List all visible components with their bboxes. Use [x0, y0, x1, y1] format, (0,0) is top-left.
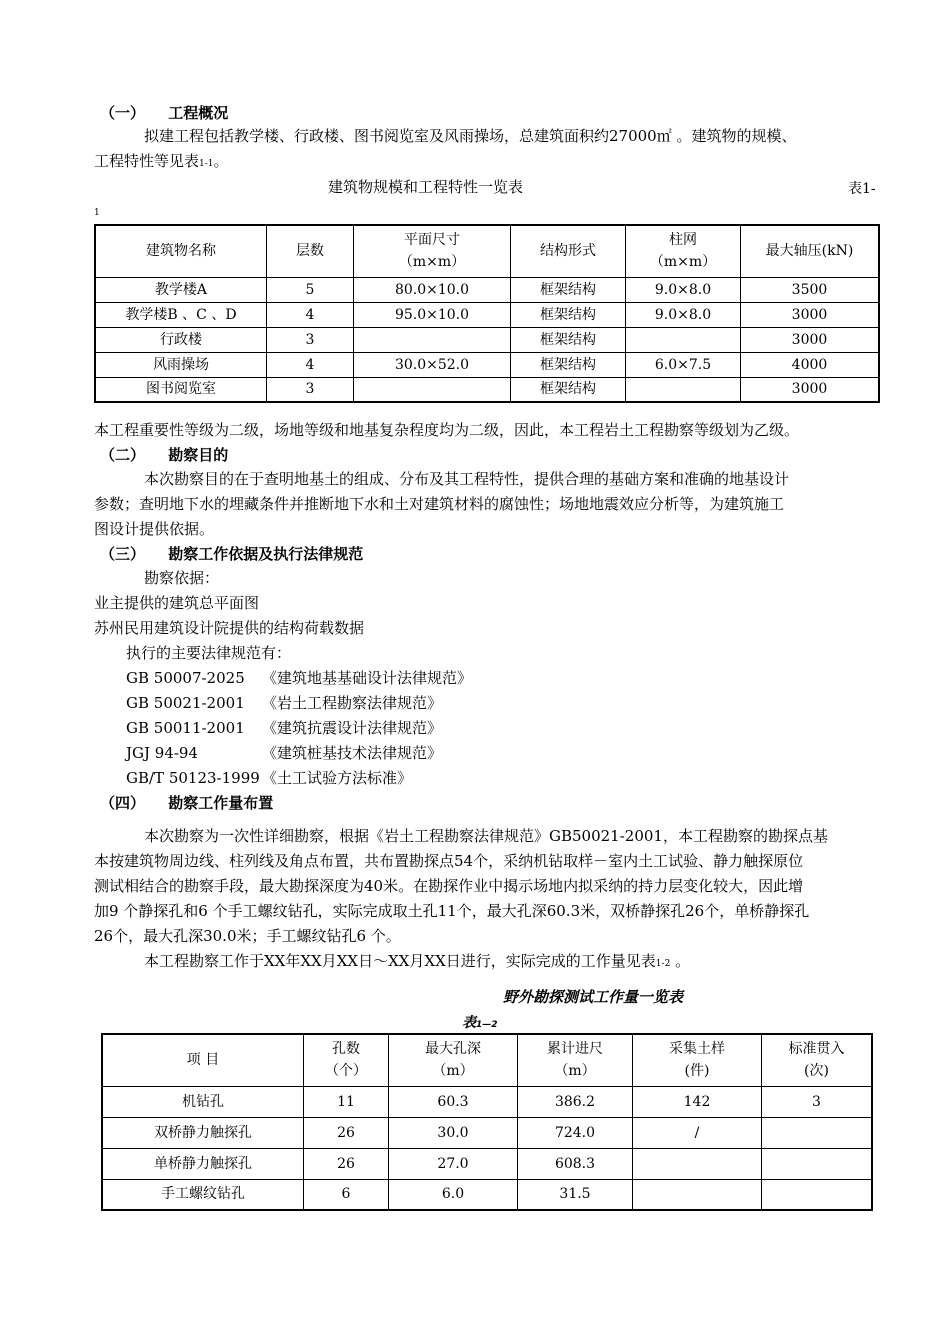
table-2-label: [462, 1012, 498, 1032]
norm-name: 《岩土工程勘察法律规范》: [262, 694, 443, 712]
table-header-row: [95, 225, 879, 277]
header-cell: [354, 225, 511, 277]
table-1-label-cont: 1: [94, 208, 100, 218]
table-row: [95, 302, 879, 327]
paragraph-line: 本次勘察目的在于查明地基土的组成、分布及其工程特性，提供合理的基础方案和准确的地基设计: [144, 470, 790, 488]
cell: 4: [267, 352, 354, 377]
table-row: [102, 1179, 872, 1210]
basis-label: 勘察依据：: [144, 569, 220, 587]
paragraph-line: 本按建筑物周边线、柱列线及角点布置，共布置勘探点54个，采纳机钻取样－室内土工试验、静力触探原位: [94, 852, 804, 870]
section-title: 勘察工作量布置: [168, 794, 274, 812]
paragraph-line: 26个，最大孔深30.0米；手工螺纹钻孔6 个。: [94, 927, 401, 945]
cell: 3500: [741, 277, 880, 302]
header-cell: 最大轴压(kN): [741, 225, 880, 277]
cell: 4: [267, 302, 354, 327]
cell: 3: [267, 327, 354, 352]
cell: 3000: [741, 327, 880, 352]
cell: 6: [304, 1179, 389, 1210]
cell: 教学楼A: [95, 277, 267, 302]
paragraph-line: 拟建工程包括教学楼、行政楼、图书阅览室及风雨操场，总建筑面积约27000㎡ 。建筑物的规模、: [144, 127, 797, 145]
paragraph-line: 参数；查明地下水的埋藏条件并推断地下水和土对建筑材料的腐蚀性；场地地震效应分析等，为建筑施工: [94, 495, 785, 513]
norms-label: 执行的主要法律规范有：: [126, 644, 292, 662]
norm-code: JGJ 94-94: [126, 744, 199, 762]
cell: 框架结构: [511, 302, 626, 327]
cell: 行政楼: [95, 327, 267, 352]
cell: 3: [762, 1086, 873, 1117]
section-number: （一）: [100, 104, 146, 122]
cell: 3000: [741, 302, 880, 327]
table-1-title: 建筑物规模和工程特性一览表: [328, 178, 524, 196]
cell: 机钻孔: [102, 1086, 304, 1117]
header-line: 标准贯入: [788, 1041, 845, 1058]
cell: 双桥静力触探孔: [102, 1117, 304, 1148]
cell: 框架结构: [511, 327, 626, 352]
header-cell: [762, 1034, 873, 1086]
cell: 3: [267, 377, 354, 402]
cell: 30.0: [389, 1117, 518, 1148]
cell: 27.0: [389, 1148, 518, 1179]
cell: 26: [304, 1117, 389, 1148]
header-cell: 层数: [267, 225, 354, 277]
cell: 9.0×8.0: [626, 277, 741, 302]
table-header-row: [102, 1034, 872, 1086]
cell: 386.2: [518, 1086, 633, 1117]
cell: [633, 1148, 762, 1179]
building-table: [94, 224, 880, 403]
cell: /: [633, 1117, 762, 1148]
table-row: [102, 1117, 872, 1148]
header-cell: 建筑物名称: [95, 225, 267, 277]
paragraph-line: [94, 149, 229, 177]
cell: 框架结构: [511, 352, 626, 377]
table-row: [95, 377, 879, 402]
cell: [762, 1117, 873, 1148]
norm-code: GB 50011-2001: [126, 719, 245, 737]
paragraph-text: 工程特性等见表: [94, 152, 200, 170]
cell: 60.3: [389, 1086, 518, 1117]
cell: 608.3: [518, 1148, 633, 1179]
cell: 11: [304, 1086, 389, 1117]
header-line: 累计进尺: [547, 1041, 603, 1058]
paragraph-line: 图设计提供依据。: [94, 520, 215, 538]
paragraph-text: 。: [670, 952, 691, 970]
table-label-text: 表: [462, 1015, 476, 1031]
norm-code: GB/T 50123-1999: [126, 769, 260, 787]
table-row: [102, 1148, 872, 1179]
cell: 95.0×10.0: [354, 302, 511, 327]
section-4-heading: [100, 792, 273, 813]
header-cell: 项 目: [102, 1034, 304, 1086]
cell: [633, 1179, 762, 1210]
cell: 6.0: [389, 1179, 518, 1210]
paragraph-text: 本工程勘察工作于XX年XX月XX日～XX月XX日进行，实际完成的工作量见表: [144, 952, 656, 970]
table-row: [95, 327, 879, 352]
cell: 80.0×10.0: [354, 277, 511, 302]
section-number: （二）: [100, 446, 146, 464]
cell: 3000: [741, 377, 880, 402]
header-line: 最大孔深: [425, 1041, 481, 1058]
cell: [762, 1148, 873, 1179]
cell: 4000: [741, 352, 880, 377]
paragraph-line: 本次勘察为一次性详细勘察，根据《岩土工程勘察法律规范》GB50021-2001，本工程勘察的勘探点基: [144, 827, 828, 845]
paragraph-line: 加9 个静探孔和6 个手工螺纹钻孔，实际完成取土孔11个，最大孔深60.3米，双桥静探孔26个，单桥静探孔: [94, 902, 810, 920]
section-title: 勘察工作依据及执行法律规范: [168, 545, 364, 563]
header-line: （m×m）: [649, 254, 717, 271]
cell: 30.0×52.0: [354, 352, 511, 377]
table-2-title: 野外勘探测试工作量一览表: [503, 988, 684, 1006]
cell: [762, 1179, 873, 1210]
cell: 31.5: [518, 1179, 633, 1210]
cell: [626, 377, 741, 402]
cell: 手工螺纹钻孔: [102, 1179, 304, 1210]
norm-name: 《建筑地基基础设计法律规范》: [262, 669, 473, 687]
header-cell: [304, 1034, 389, 1086]
table-row: [102, 1086, 872, 1117]
section-3-heading: [100, 543, 363, 564]
section-number: （四）: [100, 794, 146, 812]
paragraph-line: 测试相结合的勘察手段，最大勘探深度为40米。在勘探作业中揭示场地内拟采纳的持力层变化较大，因此增: [94, 877, 804, 895]
section-title: 工程概况: [168, 104, 229, 122]
cell: 框架结构: [511, 277, 626, 302]
header-line: 柱网: [669, 232, 697, 249]
header-line: （个）: [325, 1063, 367, 1080]
section-2-heading: [100, 444, 228, 465]
cell: 6.0×7.5: [626, 352, 741, 377]
cell: 单桥静力触探孔: [102, 1148, 304, 1179]
table-ref: 1-2: [655, 959, 671, 969]
paragraph-text: 。: [213, 152, 229, 170]
paragraph-line: [144, 949, 690, 977]
section-number: （三）: [100, 545, 146, 563]
cell: 框架结构: [511, 377, 626, 402]
header-cell: [389, 1034, 518, 1086]
table-label-sub: 1—2: [476, 1020, 498, 1030]
norm-code: GB 50007-2025: [126, 669, 245, 687]
norm-name: 《建筑抗震设计法律规范》: [262, 719, 443, 737]
header-line: (件): [684, 1063, 710, 1080]
header-line: (次): [804, 1063, 829, 1080]
table-row: [95, 277, 879, 302]
header-cell: [518, 1034, 633, 1086]
importance-text: 本工程重要性等级为二级，场地等级和地基复杂程度均为二级，因此，本工程岩土工程勘察等级划为乙级。: [94, 421, 800, 439]
header-cell: [633, 1034, 762, 1086]
cell: 142: [633, 1086, 762, 1117]
norm-name: 《建筑桩基技术法律规范》: [262, 744, 443, 762]
header-line: （m）: [432, 1063, 474, 1080]
basis-item: 业主提供的建筑总平面图: [94, 594, 260, 612]
basis-item: 苏州民用建筑设计院提供的结构荷载数据: [94, 619, 365, 637]
section-1-heading: [100, 102, 228, 123]
cell: 724.0: [518, 1117, 633, 1148]
norm-code: GB 50021-2001: [126, 694, 245, 712]
cell: 图书阅览室: [95, 377, 267, 402]
cell: 风雨操场: [95, 352, 267, 377]
header-cell: [626, 225, 741, 277]
cell: 教学楼B 、C 、D: [95, 302, 267, 327]
table-1-label: 表1-: [848, 181, 876, 197]
workload-table: [101, 1033, 873, 1211]
norm-name: 《土工试验方法标准》: [262, 769, 413, 787]
section-title: 勘察目的: [168, 446, 229, 464]
table-row: [95, 352, 879, 377]
cell: [626, 327, 741, 352]
header-cell: 结构形式: [511, 225, 626, 277]
header-line: 孔数: [332, 1041, 360, 1058]
header-line: （m×m）: [398, 254, 466, 271]
cell: [354, 327, 511, 352]
header-line: （m）: [554, 1063, 596, 1080]
cell: 26: [304, 1148, 389, 1179]
cell: 9.0×8.0: [626, 302, 741, 327]
cell: 5: [267, 277, 354, 302]
cell: [354, 377, 511, 402]
table-ref: 1-1: [199, 159, 214, 169]
header-line: 平面尺寸: [404, 232, 460, 249]
header-line: 采集土样: [669, 1041, 725, 1058]
